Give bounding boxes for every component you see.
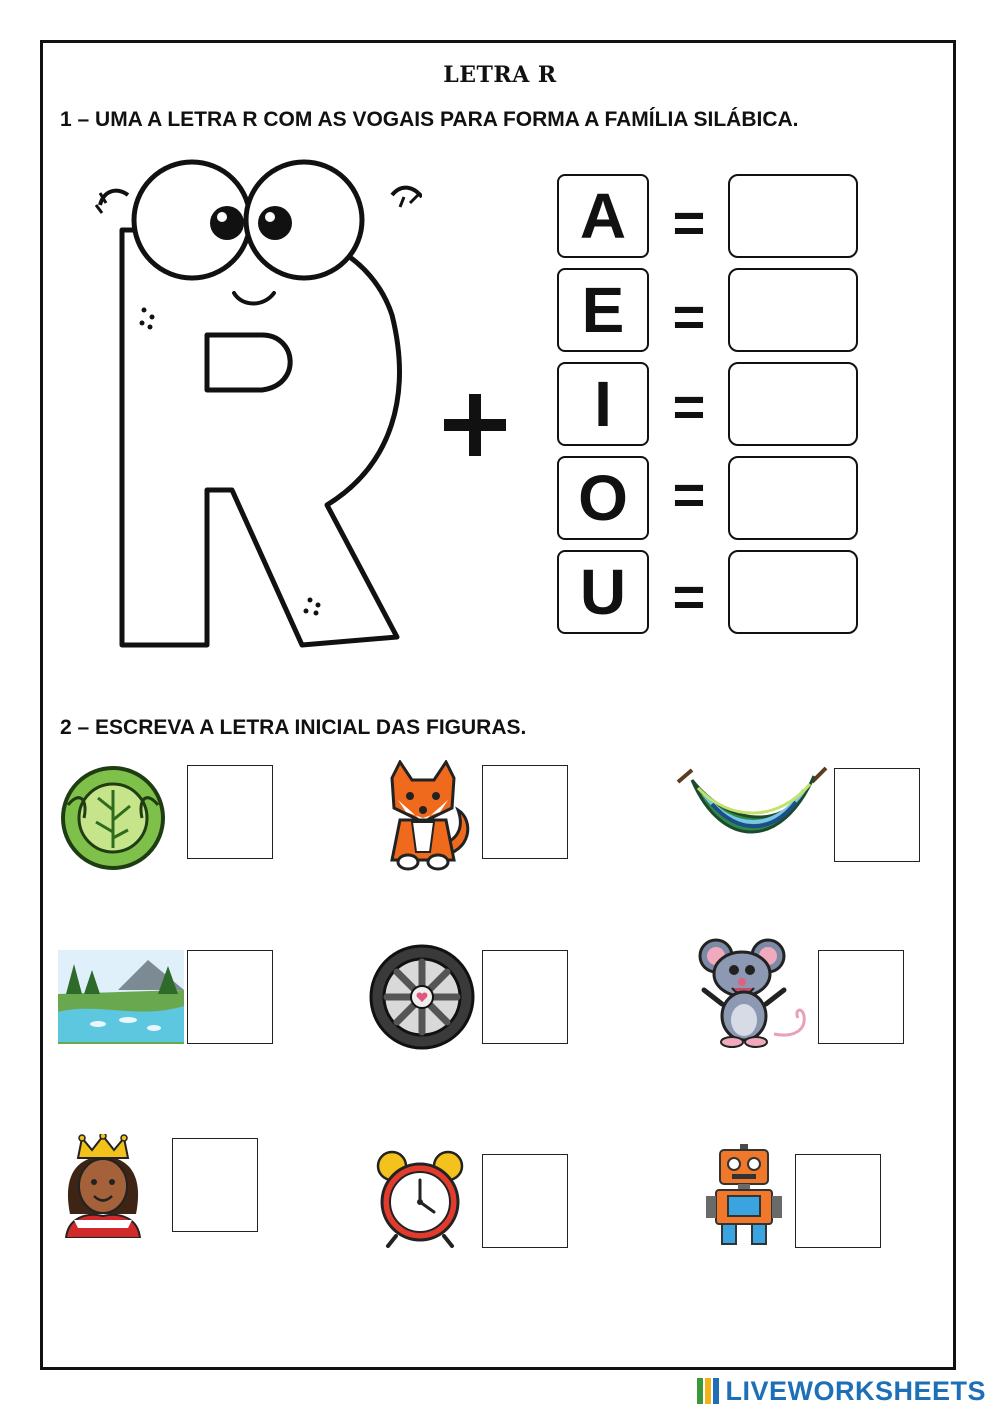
- initial-letter-box[interactable]: [187, 950, 273, 1044]
- question-2: 2 – ESCREVA A LETRA INICIAL DAS FIGURAS.: [60, 716, 527, 739]
- vowel-o-tile: O: [557, 456, 649, 540]
- syllable-answer-box-a[interactable]: [728, 174, 858, 258]
- wheel-icon: [366, 942, 478, 1052]
- vowel-u-tile: U: [557, 550, 649, 634]
- syllable-answer-box-o[interactable]: [728, 456, 858, 540]
- liveworksheets-logo-icon: [697, 1378, 719, 1404]
- initial-letter-box[interactable]: [482, 950, 568, 1044]
- robot-icon: [706, 1144, 782, 1250]
- vowel-e-tile: E: [557, 268, 649, 352]
- initial-letter-box[interactable]: [834, 768, 920, 862]
- liveworksheets-logo-text: LIVEWORKSHEETS: [725, 1375, 986, 1406]
- initial-letter-box[interactable]: [187, 765, 273, 859]
- initial-letter-box[interactable]: [482, 765, 568, 859]
- syllable-answer-box-e[interactable]: [728, 268, 858, 352]
- syllable-answer-box-i[interactable]: [728, 362, 858, 446]
- river-icon: [58, 950, 184, 1050]
- page-title: LETRA R: [443, 62, 557, 88]
- hammock-icon: [672, 760, 832, 850]
- liveworksheets-logo: [697, 1376, 986, 1406]
- equals-sign: =: [672, 284, 706, 348]
- initial-letter-box[interactable]: [795, 1154, 881, 1248]
- initial-letter-box[interactable]: [818, 950, 904, 1044]
- initial-letter-box[interactable]: [172, 1138, 258, 1232]
- equals-sign: =: [672, 190, 706, 254]
- mouse-icon: [694, 938, 814, 1050]
- vowel-i-tile: I: [557, 362, 649, 446]
- equals-sign: =: [672, 374, 706, 438]
- vowel-a-tile: A: [557, 174, 649, 258]
- queen-icon: [62, 1134, 144, 1238]
- syllable-answer-box-u[interactable]: [728, 550, 858, 634]
- cabbage-icon: [58, 760, 168, 870]
- question-1: 1 – UMA A LETRA R COM AS VOGAIS PARA FORMA A FAMÍLIA SILÁBICA.: [60, 108, 799, 131]
- initial-letter-box[interactable]: [482, 1154, 568, 1248]
- equals-sign: =: [672, 564, 706, 628]
- fox-icon: [370, 760, 476, 872]
- letter-r-character-icon: [92, 145, 422, 665]
- plus-sign: [440, 390, 510, 460]
- equals-sign: =: [672, 462, 706, 526]
- alarm-clock-icon: [372, 1148, 468, 1248]
